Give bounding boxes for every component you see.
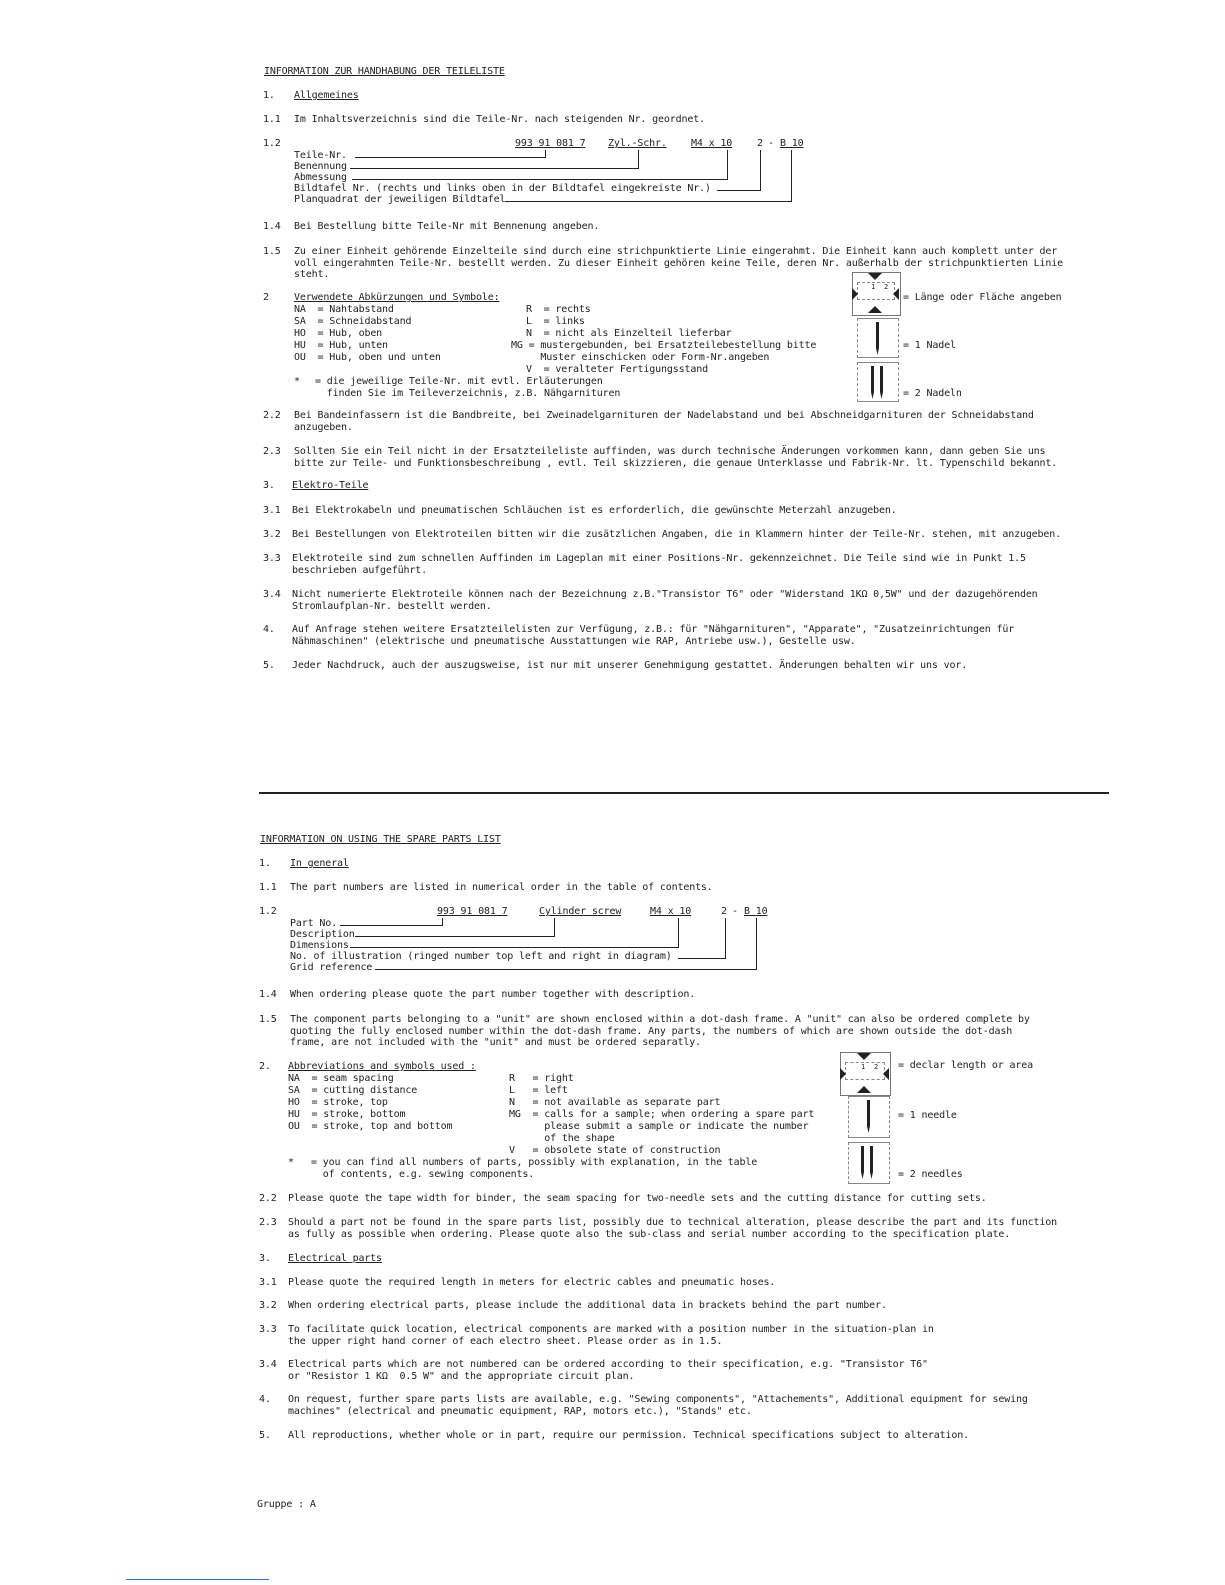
en-legend-description: Description xyxy=(290,929,355,940)
en-legend-illustration: No. of illustration (ringed number top left and right in diagram) xyxy=(290,951,672,962)
en-sym-two: = 2 needles xyxy=(898,1169,963,1180)
de-s3-title: Elektro-Teile xyxy=(292,480,369,491)
en-s3-num: 3. xyxy=(259,1253,271,1264)
en-example-part-no: 993 91 081 7 xyxy=(437,906,508,917)
en-legend-grid: Grid reference xyxy=(290,962,373,973)
length-arrows-icon xyxy=(852,272,900,315)
en-s33-text: To facilitate quick location, electrical components are marked with a position number in the situation-plan in the upper right hand corner of each electro sheet. Please order as in 1.5. xyxy=(288,1324,934,1347)
en-s15-num: 1.5 xyxy=(259,1014,277,1025)
de-abbr-l: L = links xyxy=(526,316,585,327)
en-sym-length: = declar length or area xyxy=(898,1060,1034,1071)
de-s3-num: 3. xyxy=(263,480,275,491)
de-abbr-ho: HO = Hub, oben xyxy=(294,328,383,339)
needle-icon xyxy=(873,322,883,356)
de-title: INFORMATION ZUR HANDHABUNG DER TEILELISTE xyxy=(264,66,505,77)
de-s2-title: Verwendete Abkürzungen und Symbole: xyxy=(294,292,500,303)
footer-rule xyxy=(126,1579,269,1580)
en-s5-text: All reproductions, whether whole or in part, require our permission. Technical specifications subject to alteration. xyxy=(288,1430,969,1441)
de-s15-text: Zu einer Einheit gehörende Einzelteile sind durch eine strichpunktierte Linie eingerahmt. Die Einheit kann auch komplett unter der voll eingerahmten Teile-Nr. bestellt werden. Zu dieser Einheit gehören keine Teile, deren Nr. außerhalb der strichpunktierten Linie steht. xyxy=(294,246,1064,280)
de-abbr-mg: MG = mustergebunden, bei Ersatzteilebestellung bitte xyxy=(511,340,817,351)
de-star-text: = die jeweilige Teile-Nr. mit evtl. Erläuterungen finden Sie im Teileverzeichnis, z.B. Nähgarnituren xyxy=(315,376,621,399)
de-legend-dim: Abmessung xyxy=(294,172,347,183)
en-s14-num: 1.4 xyxy=(259,989,277,1000)
de-example-dash: - xyxy=(768,138,774,149)
en-abbr-mg-cont: please submit a sample or indicate the number xyxy=(509,1121,809,1132)
de-s1-title: Allgemeines xyxy=(294,90,359,101)
de-s22-num: 2.2 xyxy=(263,410,281,421)
length-arrows-icon xyxy=(840,1052,890,1095)
en-abbr-v: V = obsolete state of construction xyxy=(509,1145,721,1156)
two-needles-icon xyxy=(859,1146,877,1180)
en-s14-text: When ordering please quote the part number together with description. xyxy=(290,989,696,1000)
en-abbr-n: N = not available as separate part xyxy=(509,1097,721,1108)
en-s31-text: Please quote the required length in meters for electric cables and pneumatic hoses. xyxy=(288,1277,776,1288)
de-sym-length: = Länge oder Fläche angeben xyxy=(903,292,1062,303)
en-s23-num: 2.3 xyxy=(259,1217,277,1228)
en-s4-text: On request, further spare parts lists are available, e.g. "Sewing components", "Attachements", Additional equipment for sewing machines" (electrical and pneumatic equipment, RAP, motors etc.), "Stands" etc. xyxy=(288,1394,1028,1417)
en-legend-dimensions: Dimensions xyxy=(290,940,349,951)
en-s11-num: 1.1 xyxy=(259,882,277,893)
de-s1-num: 1. xyxy=(263,90,275,101)
en-s34-text: Electrical parts which are not numbered can be ordered according to their specification, e.g. "Transistor T6" or "Resistor 1 KΩ 0.5 W" and the appropriate circuit plan. xyxy=(288,1359,928,1382)
de-abbr-r: R = rechts xyxy=(526,304,591,315)
de-s34-num: 3.4 xyxy=(263,589,281,600)
en-s3-title: Electrical parts xyxy=(288,1253,382,1264)
de-s32-num: 3.2 xyxy=(263,529,281,540)
en-s11-text: The part numbers are listed in numerical order in the table of contents. xyxy=(290,882,713,893)
en-s1-title: In general xyxy=(290,858,349,869)
de-s33-text: Elektroteile sind zum schnellen Auffinden im Lageplan mit einer Positions-Nr. gekennzeichnet. Die Teile sind wie in Punkt 1.5 beschrieben aufgeführt. xyxy=(292,553,1026,576)
de-sym-one: = 1 Nadel xyxy=(903,340,956,351)
en-s2-title: Abbreviations and symbols used : xyxy=(288,1061,476,1072)
en-s32-text: When ordering electrical parts, please include the additional data in brackets behind the part number. xyxy=(288,1300,887,1311)
en-abbr-mg-cont2: of the shape xyxy=(509,1133,615,1144)
de-abbr-mg-cont: Muster einschicken oder Form-Nr.angeben xyxy=(511,352,770,363)
de-abbr-sa: SA = Schneidabstand xyxy=(294,316,412,327)
en-s32-num: 3.2 xyxy=(259,1300,277,1311)
de-s32-text: Bei Bestellungen von Elektroteilen bitten wir die zusätzlichen Angaben, die in Klammern hinter der Teile-Nr. stehen, mit anzugeben. xyxy=(292,529,1062,540)
en-s4-num: 4. xyxy=(259,1394,271,1405)
de-abbr-ou: OU = Hub, oben und unten xyxy=(294,352,441,363)
en-title: INFORMATION ON USING THE SPARE PARTS LIST xyxy=(260,834,501,845)
en-abbr-na: NA = seam spacing xyxy=(288,1073,394,1084)
de-legend-illustration: Bildtafel Nr. (rechts und links oben in der Bildtafel eingekreiste Nr.) xyxy=(294,183,711,194)
en-abbr-mg: MG = calls for a sample; when ordering a spare part xyxy=(509,1109,815,1120)
en-star-text: = you can find all numbers of parts, possibly with explanation, in the table of contents, e.g. sewing components. xyxy=(311,1157,758,1180)
de-example-dim: M4 x 10 xyxy=(691,138,733,149)
en-s15-text: The component parts belonging to a "unit" are shown enclosed within a dot-dash frame. A "unit" can also be ordered complete by quoting the fully enclosed number within the dot-dash frame. Any parts, the numbers of which are shown outside the dot-dash frame, are not included with the "unit" and must be ordered separatly. xyxy=(290,1014,1030,1048)
en-abbr-sa: SA = cutting distance xyxy=(288,1085,418,1096)
de-s31-text: Bei Elektrokabeln und pneumatischen Schläuchen ist es erforderlich, die gewünschte Meterzahl anzugeben. xyxy=(292,505,897,516)
en-s31-num: 3.1 xyxy=(259,1277,277,1288)
de-example-part-no: 993 91 081 7 xyxy=(515,138,586,149)
en-box-num-a: 1 xyxy=(861,1063,866,1071)
de-example-grid-a: 2 xyxy=(757,138,763,149)
de-s23-num: 2.3 xyxy=(263,446,281,457)
de-s5-text: Jeder Nachdruck, auch der auszugsweise, ist nur mit unserer Genehmigung gestattet. Änderungen behalten wir uns vor. xyxy=(292,660,968,671)
en-example-dim: M4 x 10 xyxy=(650,906,692,917)
de-s14-text: Bei Bestellung bitte Teile-Nr mit Bennenung angeben. xyxy=(294,221,600,232)
de-s2-num: 2 xyxy=(263,292,269,303)
de-s34-text: Nicht numerierte Elektroteile können nach der Bezeichnung z.B."Transistor T6" oder "Widerstand 1KΩ 0,5W" und der dazugehörenden Stromlaufplan-Nr. bestellt werden. xyxy=(292,589,1038,612)
de-abbr-v: V = veralteter Fertigungsstand xyxy=(526,364,708,375)
de-abbr-n: N = nicht als Einzelteil lieferbar xyxy=(526,328,732,339)
en-abbr-l: L = left xyxy=(509,1085,568,1096)
de-box-num-a: 1 xyxy=(871,283,876,291)
en-s12-num: 1.2 xyxy=(259,906,277,917)
two-needles-icon xyxy=(869,366,887,400)
de-s23-text: Sollten Sie ein Teil nicht in der Ersatzteileliste auffinden, was durch technische Änderungen vorkommen kann, dann geben Sie uns bitte zur Teile- und Funktionsbeschreibung , evtl. Teil skizzieren, die genaue Unterklasse und Fabrik-Nr. lt. Typenschild bekannt. xyxy=(294,446,1058,469)
de-s15-num: 1.5 xyxy=(263,246,281,257)
en-sym-one: = 1 needle xyxy=(898,1110,957,1121)
en-s23-text: Should a part not be found in the spare parts list, possibly due to technical alteration, please describe the part and its function as fully as possible when ordering. Please quote also the sub-class and serial number according to the specification plate. xyxy=(288,1217,1058,1240)
de-legend-grid: Planquadrat der jeweiligen Bildtafel xyxy=(294,194,506,205)
en-abbr-r: R = right xyxy=(509,1073,574,1084)
en-abbr-hu: HU = stroke, bottom xyxy=(288,1109,406,1120)
en-legend-part-no: Part No. xyxy=(290,918,337,929)
section-divider xyxy=(259,792,1109,794)
de-box-num-b: 2 xyxy=(884,283,889,291)
en-example-name: Cylinder screw xyxy=(539,906,622,917)
de-example-grid-b: B 10 xyxy=(780,138,804,149)
needle-icon xyxy=(864,1100,874,1134)
de-abbr-na: NA = Nahtabstand xyxy=(294,304,394,315)
en-s22-num: 2.2 xyxy=(259,1193,277,1204)
de-s14-num: 1.4 xyxy=(263,221,281,232)
en-s34-num: 3.4 xyxy=(259,1359,277,1370)
de-s12-num: 1.2 xyxy=(263,138,281,149)
de-s4-num: 4. xyxy=(263,624,275,635)
en-star: * xyxy=(288,1157,294,1168)
en-s5-num: 5. xyxy=(259,1430,271,1441)
de-example-name: Zyl.-Schr. xyxy=(608,138,667,149)
en-s22-text: Please quote the tape width for binder, the seam spacing for two-needle sets and the cutting distance for cutting sets. xyxy=(288,1193,987,1204)
de-legend-name: Benennung xyxy=(294,161,347,172)
de-s11-text: Im Inhaltsverzeichnis sind die Teile-Nr. nach steigenden Nr. geordnet. xyxy=(294,114,705,125)
de-s33-num: 3.3 xyxy=(263,553,281,564)
de-sym-two: = 2 Nadeln xyxy=(903,388,962,399)
footer-group: Gruppe : A xyxy=(257,1499,316,1510)
de-star: * xyxy=(294,376,300,387)
en-abbr-ou: OU = stroke, top and bottom xyxy=(288,1121,453,1132)
en-s33-num: 3.3 xyxy=(259,1324,277,1335)
en-abbr-ho: HO = stroke, top xyxy=(288,1097,388,1108)
en-s2-num: 2. xyxy=(259,1061,271,1072)
en-example-grid-a: 2 xyxy=(721,906,727,917)
de-s11-num: 1.1 xyxy=(263,114,281,125)
en-box-num-b: 2 xyxy=(874,1063,879,1071)
de-legend-part-no: Teile-Nr. xyxy=(294,150,347,161)
de-s5-num: 5. xyxy=(263,660,275,671)
en-s1-num: 1. xyxy=(259,858,271,869)
de-s22-text: Bei Bandeinfassern ist die Bandbreite, bei Zweinadelgarnituren der Nadelabstand und bei Abschneidgarnituren der Schneidabstand anzugeben. xyxy=(294,410,1034,433)
de-s31-num: 3.1 xyxy=(263,505,281,516)
de-s4-text: Auf Anfrage stehen weitere Ersatzteilelisten zur Verfügung, z.B.: für "Nähgarnituren", "Apparate", "Zusatzeinrichtungen für Nähmaschinen" (elektrische und pneumatische Ausstattungen wie RAP, Antriebe usw.), Gestelle usw. xyxy=(292,624,1015,647)
de-abbr-hu: HU = Hub, unten xyxy=(294,340,388,351)
en-example-dash: - xyxy=(732,906,738,917)
en-example-grid-b: B 10 xyxy=(744,906,768,917)
